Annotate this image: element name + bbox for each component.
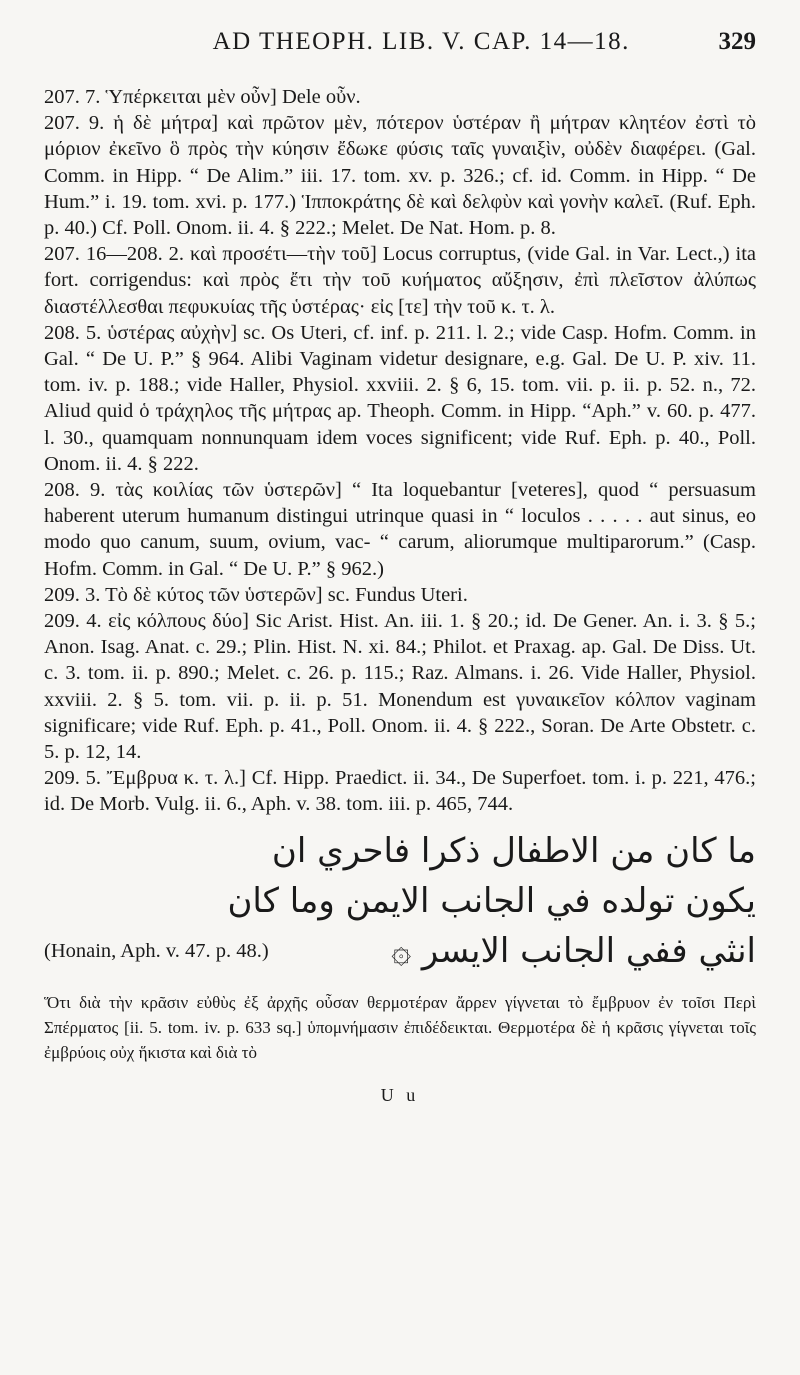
note-207-7: 207. 7. Ὑπέρκειται μὲν οὖν] Dele οὖν.	[44, 86, 361, 108]
note-209-3: 209. 3. Τὸ δὲ κύτος τῶν ὑστερῶν] sc. Fundus Uteri.	[44, 583, 468, 606]
honain-citation: (Honain, Aph. v. 47. p. 48.)	[44, 939, 269, 962]
arabic-line-3	[44, 926, 756, 976]
footnote: Ὅτι διὰ τὴν κρᾶσιν εὐθὺς ἐξ ἀρχῆς οὖσαν θερμοτέραν ἄρρεν γίγνεται τὸ ἔμβρυον ἐν τοῖσι Περὶ Σπέρματος [ii. 5. tom. iv. p. 633 sq.] ὑπομνήμασιν ἐπιδέδεικται. Θερμοτέρα δὲ ἡ κρᾶσις γίγνεται τοῖς ἐμβρύοις οὐχ ἥκιστα καὶ διὰ τὸ	[44, 992, 756, 1062]
running-title: AD THEOPH. LIB. V. CAP. 14—18.	[212, 28, 630, 55]
note-207-16: 207. 16—208. 2. καὶ προσέτι—τὴν τοῦ] Locus corruptus, (vide Gal. in Var. Lect.,) ita fort. corrigendus: καὶ πρὸς ἔτι τὴν τοῦ κυήματος αὔξησιν, ἐπὶ πλεῖστον ἀλύπως διαστέλλεσθαι πεφυκυίας τῆς ὑστέρας· εἰς [τε] τὴν τοῦ κ. τ. λ.	[44, 243, 756, 318]
arabic-line-2: يكون تولده في الجانب الايمن وما كان	[227, 880, 756, 921]
arabic-line-1: ما كان من الاطفال ذكرا فاحري ان	[271, 830, 756, 871]
arabic-line-3-text: انثي ففي الجانب الايسر ۞	[391, 930, 756, 971]
running-head	[44, 28, 756, 68]
signature-mark: U u	[380, 1084, 420, 1105]
page-number: 329	[718, 28, 756, 55]
note-208-9: 208. 9. τὰς κοιλίας τῶν ὑστερῶν] “ Ita loquebantur [veteres], quod “ persuasum haberent uterum humanum distingui utrinque quasi in “ loculos . . . . . aut sinus, eo modo quo canum, suum, ovium, vac- “ carum, aliorumque multiparorum.” (Casp. Hofm. Comm. in Gal. “ De U. P.” § 962.)	[44, 479, 756, 580]
note-208-5: 208. 5. ὑστέρας αὐχὴν] sc. Os Uteri, cf. inf. p. 211. l. 2.; vide Casp. Hofm. Comm. in Gal. “ De U. P.” § 964. Alibi Vaginam videtur designare, e.g. Gal. De U. P. xiv. 11. tom. iv. p. 188.; vide Haller, Physiol. xxviii. 2. § 6, 15. tom. vii. p. ii. p. 52. n., 72. Aliud quid ὁ τράχηλος τῆς μήτρας ap. Theoph. Comm. in Hipp. “Aph.” v. 60. p. 477. l. 30., quamquam nonnunquam idem voces significent; vide Ruf. Eph. p. 40., Poll. Onom. ii. 4. § 222.	[44, 321, 756, 475]
note-209-5: 209. 5. Ἔμβρυα κ. τ. λ.] Cf. Hipp. Praedict. ii. 34., De Superfoet. tom. i. p. 221, 476.; id. De Morb. Vulg. ii. 6., Aph. v. 38. tom. iii. p. 465, 744.	[44, 767, 756, 816]
arabic-quotation	[44, 826, 756, 976]
note-209-4: 209. 4. εἰς κόλπους δύο] Sic Arist. Hist. An. iii. 1. § 20.; id. De Gener. An. i. 3. § 5.; Anon. Isag. Anat. c. 29.; Plin. Hist. N. xi. 84.; Philot. et Praxag. ap. Gal. De Diss. Ut. c. 3. tom. ii. p. 890.; Melet. c. 26. p. 115.; Raz. Almans. i. 26. Vide Haller, Physiol. xxviii. 2. § 5. tom. vii. p. ii. p. 51. Monendum est γυναικεῖον κόλπον vaginam significare; vide Ruf. Eph. p. 41., Poll. Onom. ii. 4. § 222., Soran. De Arte Obstetr. c. 5. p. 12, 14.	[44, 610, 756, 764]
commentary-body	[44, 84, 756, 1108]
note-207-9: 207. 9. ἡ δὲ μήτρα] καὶ πρῶτον μὲν, πότερον ὑστέραν ἢ μήτραν κλητέον ἐστὶ τὸ μόριον ἐκεῖνο ὃ πρὸς τὴν κύησιν ἔδωκε φύσις ταῖς γυναιξὶν, οὐδὲν διαφέρει. (Gal. Comm. in Hipp. “ De Alim.” iii. 17. tom. xv. p. 326.; cf. id. Comm. in Hipp. “ De Hum.” i. 19. tom. xvi. p. 177.) Ἱπποκράτης δὲ καὶ δελφὺν καὶ γονὴν καλεῖ. (Ruf. Eph. p. 40.) Cf. Poll. Onom. ii. 4. § 222.; Melet. De Nat. Hom. p. 8.	[44, 112, 756, 240]
